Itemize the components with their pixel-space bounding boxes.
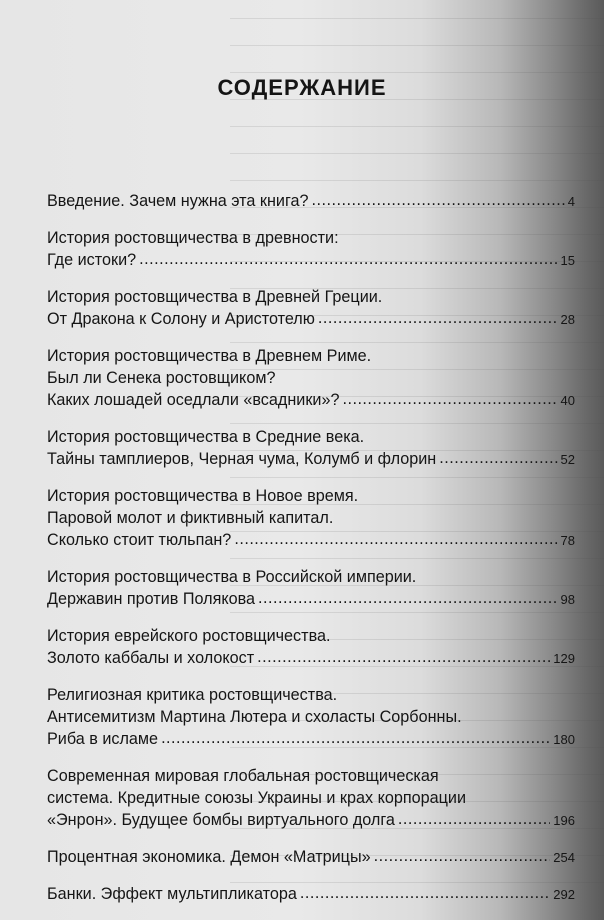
toc-entry-line: система. Кредитные союзы Украины и крах корпорации <box>47 789 466 807</box>
toc-entry <box>47 765 575 832</box>
toc-page-number: 196 <box>553 813 575 828</box>
dot-leader <box>234 528 557 550</box>
dot-leader <box>300 882 550 904</box>
dot-leader <box>342 388 557 410</box>
toc-entry-title: Тайны тамплиеров, Черная чума, Колумб и флорин <box>47 450 437 468</box>
dot-leader <box>257 646 550 668</box>
toc-entry-title: Каких лошадей оседлали «всадники»? <box>47 391 340 409</box>
toc-entry-title: От Дракона к Солону и Аристотелю <box>47 310 315 328</box>
toc-entry-title: Процентная экономика. Демон «Матрицы» <box>47 848 371 866</box>
dot-leader <box>318 307 558 329</box>
table-of-contents <box>47 190 575 920</box>
toc-entry-last-line <box>47 448 575 471</box>
dot-leader <box>258 587 558 609</box>
toc-entry-last-line <box>47 249 575 272</box>
toc-entry-title: Банки. Эффект мультипликатора <box>47 885 297 903</box>
dot-leader <box>161 727 550 749</box>
dot-leader <box>374 845 551 867</box>
toc-entry-line: Антисемитизм Мартина Лютера и схоласты Сорбонны. <box>47 708 462 726</box>
toc-entry-last-line <box>47 846 575 869</box>
toc-entry <box>47 846 575 869</box>
toc-page-number: 40 <box>560 393 575 408</box>
toc-entry <box>47 426 575 471</box>
toc-entry-last-line <box>47 728 575 751</box>
toc-entry-line: История ростовщичества в Древнем Риме. <box>47 347 372 365</box>
toc-entry-title: Золото каббалы и холокост <box>47 649 255 667</box>
toc-entry-last-line <box>47 809 575 832</box>
page-title: СОДЕРЖАНИЕ <box>217 74 387 100</box>
toc-entry-line: История ростовщичества в древности: <box>47 229 339 247</box>
toc-page-number: 4 <box>567 194 575 209</box>
dot-leader <box>312 189 565 211</box>
toc-page-number: 129 <box>553 651 575 666</box>
toc-entry-line: История ростовщичества в Российской империи. <box>47 568 417 586</box>
toc-entry <box>47 286 575 331</box>
toc-entry <box>47 345 575 412</box>
toc-entry <box>47 566 575 611</box>
toc-entry-title: Сколько стоит тюльпан? <box>47 531 232 549</box>
dot-leader <box>398 808 550 830</box>
toc-page-number: 28 <box>560 312 575 327</box>
toc-page-number: 98 <box>560 592 575 607</box>
toc-entry <box>47 190 575 213</box>
toc-entry <box>47 625 575 670</box>
dot-leader <box>139 248 557 270</box>
toc-entry-title: Риба в исламе <box>47 730 159 748</box>
toc-entry-last-line <box>47 389 575 412</box>
toc-entry-title: Введение. Зачем нужна эта книга? <box>47 192 309 210</box>
toc-page-number: 52 <box>560 452 575 467</box>
toc-entry-last-line <box>47 647 575 670</box>
toc-page-number: 78 <box>560 533 575 548</box>
toc-entry-line: Современная мировая глобальная ростовщическая <box>47 767 439 785</box>
toc-page-number: 292 <box>553 887 575 902</box>
toc-entry-line: История ростовщичества в Средние века. <box>47 428 365 446</box>
toc-page-number: 180 <box>553 732 575 747</box>
toc-entry-title: «Энрон». Будущее бомбы виртуального долга <box>47 811 395 829</box>
toc-entry-title: Державин против Полякова <box>47 590 256 608</box>
toc-entry-last-line <box>47 883 575 906</box>
toc-entry-line: Религиозная критика ростовщичества. <box>47 686 338 704</box>
toc-entry <box>47 883 575 906</box>
toc-entry-line: История ростовщичества в Новое время. <box>47 487 359 505</box>
toc-entry-title: Где истоки? <box>47 251 137 269</box>
toc-entry <box>47 227 575 272</box>
toc-entry-line: История ростовщичества в Древней Греции. <box>47 288 383 306</box>
dot-leader <box>439 447 557 469</box>
toc-page-number: 15 <box>560 253 575 268</box>
toc-entry-line: Паровой молот и фиктивный капитал. <box>47 509 334 527</box>
toc-entry-line: Был ли Сенека ростовщиком? <box>47 369 276 387</box>
toc-page-number: 254 <box>553 850 575 865</box>
toc-entry <box>47 485 575 552</box>
toc-entry <box>47 684 575 751</box>
toc-entry-last-line <box>47 190 575 213</box>
toc-entry-line: История еврейского ростовщичества. <box>47 627 331 645</box>
toc-entry-last-line <box>47 308 575 331</box>
toc-entry-last-line <box>47 529 575 552</box>
toc-entry-last-line <box>47 588 575 611</box>
